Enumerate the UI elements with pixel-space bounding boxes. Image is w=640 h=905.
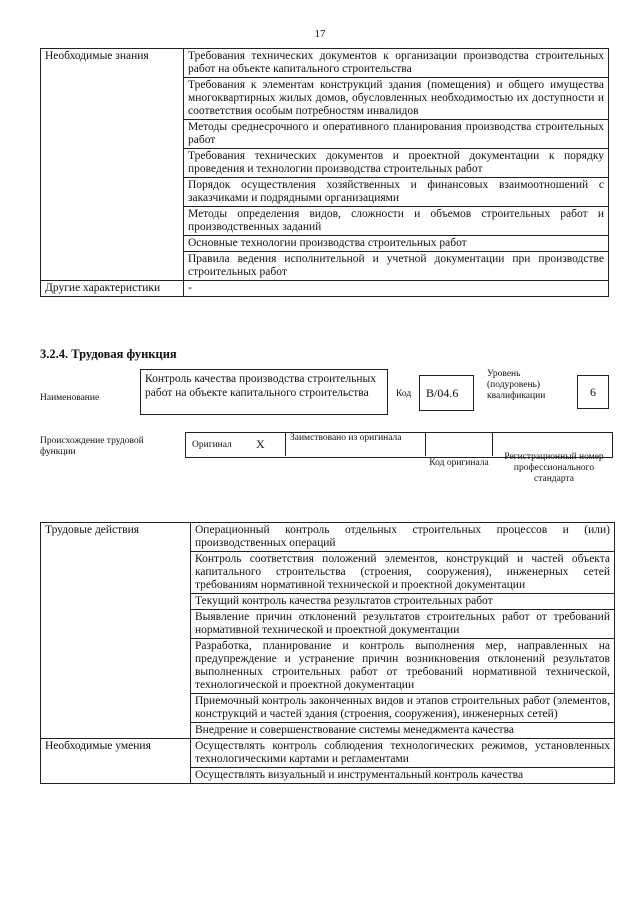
actions-table: [40, 522, 615, 784]
function-code: В/04.6: [419, 375, 474, 411]
original-mark: X: [256, 437, 265, 451]
other-characteristics-value: -: [184, 281, 609, 297]
knowledge-item: Требования технических документов и проектной документации к порядку проведения и технологии производства строительных работ: [184, 149, 609, 178]
table-row: [41, 281, 609, 297]
action-item: Внедрение и совершенствование системы менеджмента качества: [191, 723, 615, 739]
code-original-caption: Код оригинала: [429, 458, 489, 468]
divider: [492, 432, 493, 456]
action-item: Выявление причин отклонений результатов строительных работ от требований нормативной технической и проектной документации: [191, 610, 615, 639]
action-item: Операционный контроль отдельных строительных процессов и (или) производственных операций: [191, 523, 615, 552]
table-row: [41, 523, 615, 552]
origin-label: Происхождение трудовой функции: [40, 436, 144, 457]
table-row: [41, 739, 615, 768]
level-label: Уровень (подуровень) квалификации: [487, 369, 546, 401]
knowledge-item: Методы определения видов, сложности и объемов строительных работ и производственных заданий: [184, 207, 609, 236]
reg-number-caption: Регистрационный номер профессионального стандарта: [504, 452, 604, 484]
skills-label: Необходимые умения: [41, 739, 191, 784]
level-value: 6: [577, 375, 609, 409]
table-row: [41, 49, 609, 78]
knowledge-item: Правила ведения исполнительной и учетной документации при производстве строительных работ: [184, 252, 609, 281]
page-number: 17: [314, 28, 326, 40]
knowledge-item: Порядок осуществления хозяйственных и финансовых взаимоотношений с заказчиками и подрядными организациями: [184, 178, 609, 207]
knowledge-item: Требования технических документов к организации производства строительных работ на объекте капитального строительства: [184, 49, 609, 78]
knowledge-table: [40, 48, 609, 297]
original-label: Оригинал: [192, 440, 232, 450]
other-characteristics-label: Другие характеристики: [41, 281, 184, 297]
knowledge-item: Методы среднесрочного и оперативного планирования производства строительных работ: [184, 120, 609, 149]
action-item: Приемочный контроль законченных видов и этапов строительных работ (элементов, конструкций и частей здания (строения, сооружения), инженерных сетей): [191, 694, 615, 723]
code-label: Код: [396, 389, 412, 399]
knowledge-item: Основные технологии производства строительных работ: [184, 236, 609, 252]
divider: [285, 432, 286, 456]
action-item: Контроль соответствия положений элементов, конструкций и частей объекта капитального строительства (строения, сооружения), инженерных сетей требованиям нормативной технической и проектной документации: [191, 552, 615, 594]
actions-label: Трудовые действия: [41, 523, 191, 739]
borrowed-label: Заимствовано из оригинала: [290, 433, 402, 443]
name-label: Наименование: [40, 393, 100, 403]
function-name: Контроль качества производства строительных работ на объекте капитального строительства: [140, 369, 388, 415]
skill-item: Осуществлять контроль соблюдения технологических режимов, установленных технологическими картами и регламентами: [191, 739, 615, 768]
divider: [425, 432, 426, 456]
action-item: Разработка, планирование и контроль выполнения мер, направленных на предупреждение и устранение причин возникновения отклонений результатов выполненных строительных работ от требований нормативной технической, технологической и проектной документации: [191, 639, 615, 694]
skill-item: Осуществлять визуальный и инструментальный контроль качества: [191, 768, 615, 784]
section-title: 3.2.4. Трудовая функция: [40, 347, 177, 361]
action-item: Текущий контроль качества результатов строительных работ: [191, 594, 615, 610]
knowledge-label: Необходимые знания: [41, 49, 184, 281]
knowledge-item: Требования к элементам конструкций здания (помещения) и общего имущества многоквартирных жилых домов, обусловленных необходимостью их доступности и соответствия особым потребностям инвалидов: [184, 78, 609, 120]
